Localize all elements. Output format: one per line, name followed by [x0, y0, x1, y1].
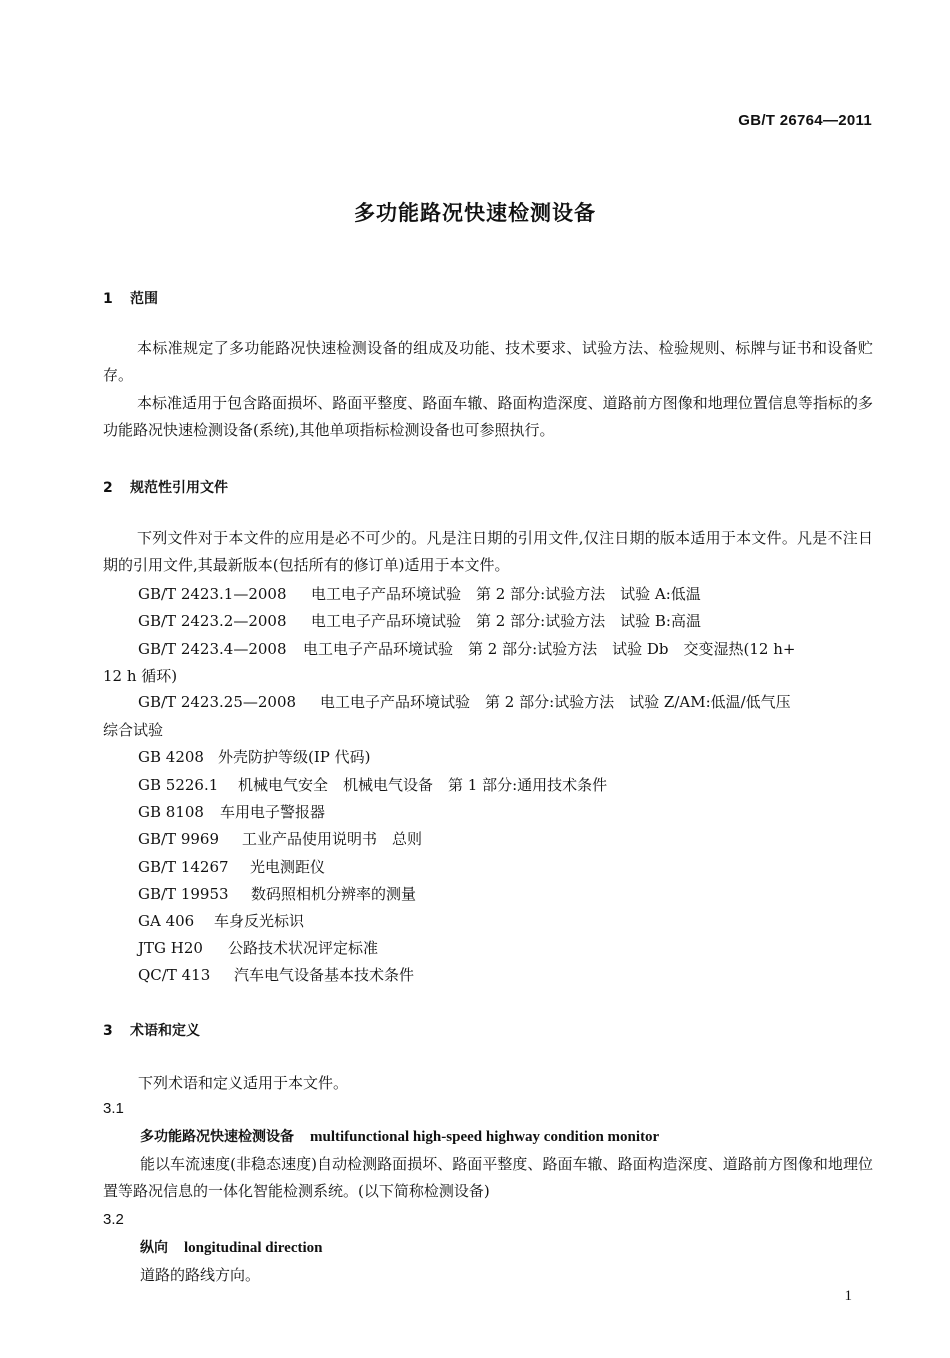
section-number: 1	[103, 291, 113, 307]
term-heading	[140, 1237, 323, 1257]
reference-item	[138, 937, 378, 958]
term-number: 3.1	[103, 1100, 124, 1117]
ref-title: 光电测距仪	[250, 858, 326, 876]
ref-title: 车身反光标识	[214, 912, 305, 930]
document-title: 多功能路况快速检测设备	[354, 201, 596, 225]
ref-code: GB 8108	[138, 803, 204, 821]
term-chinese: 纵向	[140, 1240, 168, 1256]
reference-item	[138, 583, 701, 604]
section-number: 2	[103, 480, 113, 496]
ref-title: 外壳防护等级(IP 代码)	[218, 748, 371, 766]
ref-title: 公路技术状况评定标准	[228, 939, 379, 957]
reference-item	[138, 964, 414, 985]
section-title: 范围	[130, 291, 158, 307]
reference-item	[138, 774, 607, 795]
reference-continuation: 综合试验	[103, 721, 164, 739]
standard-code: GB/T 26764—2011	[738, 112, 872, 129]
ref-title: 车用电子警报器	[220, 803, 326, 821]
ref-code: GB 5226.1	[138, 776, 219, 794]
ref-title: 机械电气安全 机械电气设备 第 1 部分:通用技术条件	[238, 776, 608, 794]
term-number: 3.2	[103, 1211, 124, 1228]
ref-code: GB/T 2423.25—2008	[138, 693, 297, 711]
section-title: 规范性引用文件	[130, 480, 228, 496]
term-definition: 道路的路线方向。	[140, 1266, 261, 1284]
reference-item	[138, 883, 416, 904]
paragraph: 本标准适用于包含路面损坏、路面平整度、路面车辙、路面构造深度、道路前方图像和地理位置信息等指标的多功能路况快速检测设备(系统),其他单项指标检测设备也可参照执行。	[103, 394, 873, 439]
ref-code: GB/T 2423.2—2008	[138, 612, 287, 630]
page-number: 1	[844, 1288, 852, 1304]
ref-code: GB/T 14267	[138, 858, 229, 876]
paragraph: 本标准规定了多功能路况快速检测设备的组成及功能、技术要求、试验方法、检验规则、标牌与证书和设备贮存。	[103, 339, 873, 384]
ref-title: 电工电子产品环境试验 第 2 部分:试验方法 试验 Db 交变湿热(12 h+	[303, 640, 796, 658]
ref-code: GB/T 2423.4—2008	[138, 640, 287, 658]
ref-title: 电工电子产品环境试验 第 2 部分:试验方法 试验 Z/AM:低温/低气压	[320, 693, 791, 711]
section-title: 术语和定义	[130, 1023, 200, 1039]
paragraph: 下列术语和定义适用于本文件。	[138, 1074, 349, 1092]
reference-item	[138, 828, 422, 849]
reference-item	[138, 910, 304, 931]
ref-title: 电工电子产品环境试验 第 2 部分:试验方法 试验 B:高温	[311, 612, 701, 630]
reference-item	[138, 638, 795, 659]
reference-item	[138, 610, 701, 631]
term-heading	[140, 1126, 659, 1146]
term-english: longitudinal direction	[184, 1240, 323, 1256]
ref-code: GA 406	[138, 912, 195, 930]
reference-continuation: 12 h 循环)	[103, 667, 178, 685]
section-1-heading	[103, 288, 158, 308]
term-chinese: 多功能路况快速检测设备	[140, 1129, 294, 1145]
reference-item	[138, 856, 325, 877]
section-number: 3	[103, 1023, 113, 1039]
ref-code: GB 4208	[138, 748, 204, 766]
ref-code: GB/T 2423.1—2008	[138, 585, 287, 603]
ref-title: 工业产品使用说明书 总则	[242, 830, 423, 848]
term-definition: 能以车流速度(非稳态速度)自动检测路面损坏、路面平整度、路面车辙、路面构造深度、道路前方图像和地理位置等路况信息的一体化智能检测系统。(以下简称检测设备)	[103, 1155, 873, 1200]
ref-code: GB/T 9969	[138, 830, 220, 848]
ref-code: QC/T 413	[138, 966, 211, 984]
ref-title: 汽车电气设备基本技术条件	[234, 966, 415, 984]
reference-item	[138, 746, 371, 767]
reference-item	[138, 691, 791, 712]
ref-code: GB/T 19953	[138, 885, 229, 903]
ref-title: 数码照相机分辨率的测量	[251, 885, 417, 903]
reference-item	[138, 801, 325, 822]
ref-title: 电工电子产品环境试验 第 2 部分:试验方法 试验 A:低温	[311, 585, 701, 603]
ref-code: JTG H20	[138, 939, 203, 957]
section-3-heading	[103, 1020, 200, 1040]
section-2-heading	[103, 477, 228, 497]
term-english: multifunctional high-speed highway condition monitor	[310, 1129, 660, 1145]
paragraph: 下列文件对于本文件的应用是必不可少的。凡是注日期的引用文件,仅注日期的版本适用于本文件。凡是不注日期的引用文件,其最新版本(包括所有的修订单)适用于本文件。	[103, 529, 873, 574]
